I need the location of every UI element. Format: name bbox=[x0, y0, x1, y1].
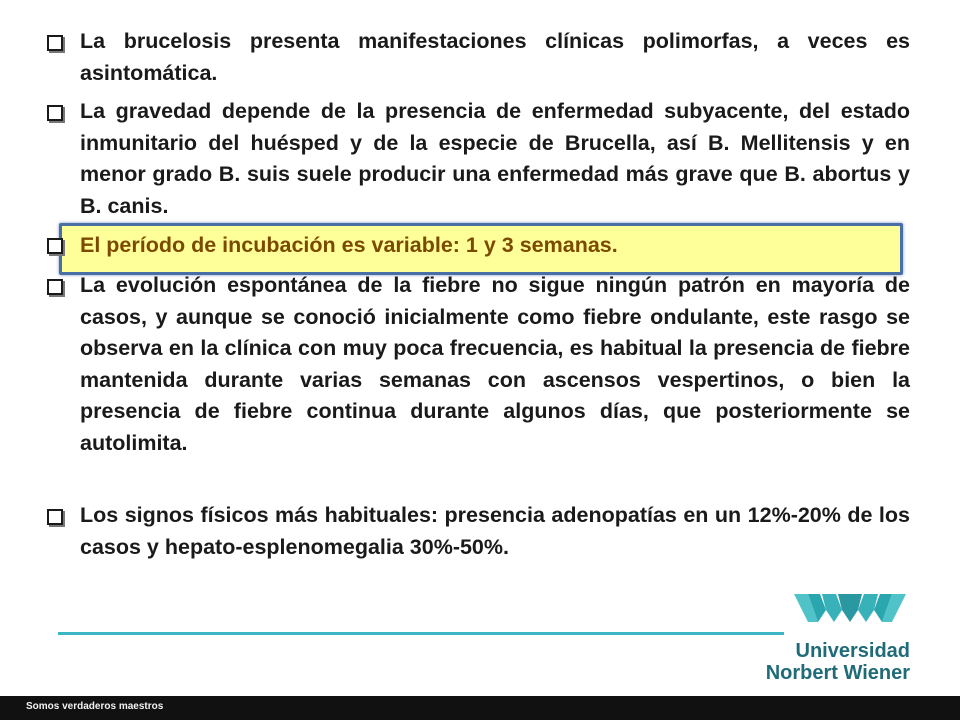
footer-tagline: Somos verdaderos maestros bbox=[26, 701, 164, 712]
checkbox-bullet-icon bbox=[47, 279, 63, 295]
bullet-text: La gravedad depende de la presencia de enfermedad subyacente, del estado inmunitario del huésped y de la especie de Brucella, así B. Mellitensis y en menor grado B. suis suele producir una enfermedad más grave que B. abortus y B. canis. bbox=[80, 99, 910, 218]
bullet-text: Los signos físicos más habituales: presencia adenopatías en un 12%-20% de los casos y hepato-esplenomegalia 30%-50%. bbox=[80, 503, 910, 559]
checkbox-bullet-icon bbox=[47, 35, 63, 51]
divider-line bbox=[58, 632, 784, 635]
highlighted-bullet-text: El período de incubación es variable: 1 y 3 semanas. bbox=[80, 233, 618, 257]
bullet-text: La brucelosis presenta manifestaciones clínicas polimorfas, a veces es asintomática. bbox=[80, 29, 910, 85]
logo-line-universidad: Universidad bbox=[795, 640, 910, 662]
checkbox-bullet-icon bbox=[47, 238, 63, 254]
logo-line-norbert-wiener: Norbert Wiener bbox=[765, 662, 910, 684]
bullet-text: La evolución espontánea de la fiebre no sigue ningún patrón en mayoría de casos, y aunque se conoció inicialmente como fiebre ondulante, este rasgo se observa en la clínica con muy poca frecuencia, es habitual la presencia de fiebre mantenida durante varias semanas con ascensos vespertinos, o bien la presencia de fiebre continua durante algunos días, que posteriormente se autolimita. bbox=[80, 273, 910, 455]
checkbox-bullet-icon bbox=[47, 509, 63, 525]
checkbox-bullet-icon bbox=[47, 105, 63, 121]
footer-bar bbox=[0, 696, 960, 720]
